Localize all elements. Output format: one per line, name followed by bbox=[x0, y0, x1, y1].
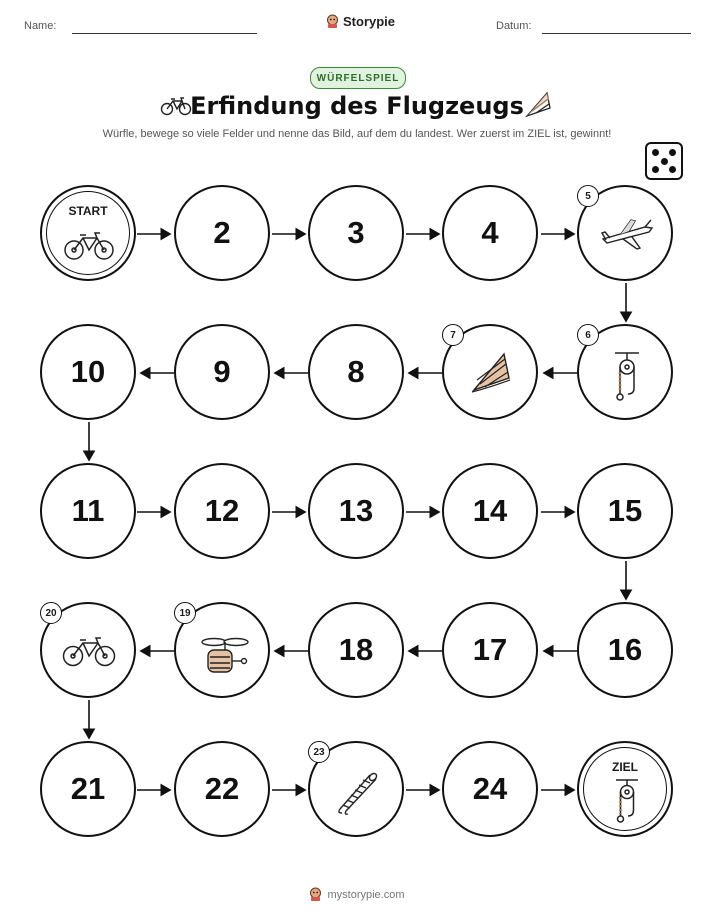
board-cell[interactable] bbox=[442, 185, 538, 281]
cell-number: 4 bbox=[481, 215, 499, 250]
cell-number: 21 bbox=[70, 771, 106, 806]
board-cell[interactable] bbox=[174, 741, 270, 837]
cell-number: 17 bbox=[472, 632, 508, 667]
brand-name: Storypie bbox=[343, 14, 396, 29]
board-cell-picture[interactable] bbox=[577, 324, 673, 420]
date-label: Datum: bbox=[496, 20, 532, 32]
cell-number: 18 bbox=[338, 632, 374, 667]
board-cell-picture[interactable] bbox=[40, 602, 136, 698]
airplane-icon bbox=[599, 215, 655, 255]
cell-number: 12 bbox=[204, 493, 240, 528]
footer bbox=[0, 887, 714, 902]
cell-number: 10 bbox=[70, 354, 106, 389]
cell-number: 15 bbox=[607, 493, 643, 528]
cell-number-tag: 20 bbox=[40, 602, 62, 624]
cell-number: 16 bbox=[607, 632, 643, 667]
pulley-icon bbox=[612, 350, 642, 402]
board-cell[interactable] bbox=[308, 602, 404, 698]
board-cell[interactable] bbox=[40, 324, 136, 420]
storypie-mascot-icon bbox=[309, 887, 322, 902]
goal-label: ZIEL bbox=[612, 760, 638, 774]
start-label: START bbox=[68, 204, 108, 218]
board-cell-picture[interactable] bbox=[174, 602, 270, 698]
cell-number: 13 bbox=[338, 493, 374, 528]
board-cell[interactable] bbox=[308, 324, 404, 420]
board-cell-picture[interactable] bbox=[442, 324, 538, 420]
game-type-badge: WÜRFELSPIEL bbox=[310, 67, 406, 89]
instructions: Würfle, bewege so viele Felder und nenne das Bild, auf dem du landest. Wer zuerst im ZIEL ist, gewinnt! bbox=[102, 128, 612, 140]
board-cell[interactable] bbox=[308, 463, 404, 559]
board-cell-picture[interactable] bbox=[308, 741, 404, 837]
pulley-icon bbox=[613, 777, 641, 823]
board-cell[interactable] bbox=[40, 463, 136, 559]
board-cell[interactable] bbox=[174, 324, 270, 420]
board-cell[interactable] bbox=[308, 185, 404, 281]
board-cell[interactable] bbox=[174, 463, 270, 559]
board-cell-picture[interactable] bbox=[577, 185, 673, 281]
footer-url[interactable]: mystorypie.com bbox=[327, 888, 405, 901]
page-title: Erfindung des Flugzeugs bbox=[190, 92, 524, 120]
board-cell[interactable] bbox=[174, 185, 270, 281]
cell-number: 3 bbox=[347, 215, 365, 250]
board-cell[interactable] bbox=[442, 463, 538, 559]
cell-number-tag: 6 bbox=[577, 324, 599, 346]
propeller-engine-icon bbox=[200, 632, 250, 678]
rope-icon bbox=[334, 769, 380, 815]
cell-number: 8 bbox=[347, 354, 365, 389]
cell-number: 22 bbox=[204, 771, 240, 806]
cell-number: 9 bbox=[213, 354, 231, 389]
board-cell[interactable] bbox=[442, 602, 538, 698]
board-cell-start[interactable] bbox=[40, 185, 136, 281]
cell-number-tag: 5 bbox=[577, 185, 599, 207]
cell-number-tag: 23 bbox=[308, 741, 330, 763]
board-cell[interactable] bbox=[40, 741, 136, 837]
board-cell[interactable] bbox=[577, 463, 673, 559]
bicycle-icon bbox=[64, 231, 114, 261]
board-cell-goal[interactable] bbox=[577, 741, 673, 837]
cell-number: 2 bbox=[213, 215, 231, 250]
name-label: Name: bbox=[24, 20, 57, 32]
cell-number-tag: 7 bbox=[442, 324, 464, 346]
cell-number: 14 bbox=[472, 493, 508, 528]
cell-number: 24 bbox=[472, 771, 508, 806]
sail-icon bbox=[468, 350, 514, 396]
board-cell[interactable] bbox=[577, 602, 673, 698]
cell-number-tag: 19 bbox=[174, 602, 196, 624]
cell-number: 11 bbox=[71, 493, 105, 528]
board-cell[interactable] bbox=[442, 741, 538, 837]
bicycle-icon bbox=[62, 636, 116, 668]
